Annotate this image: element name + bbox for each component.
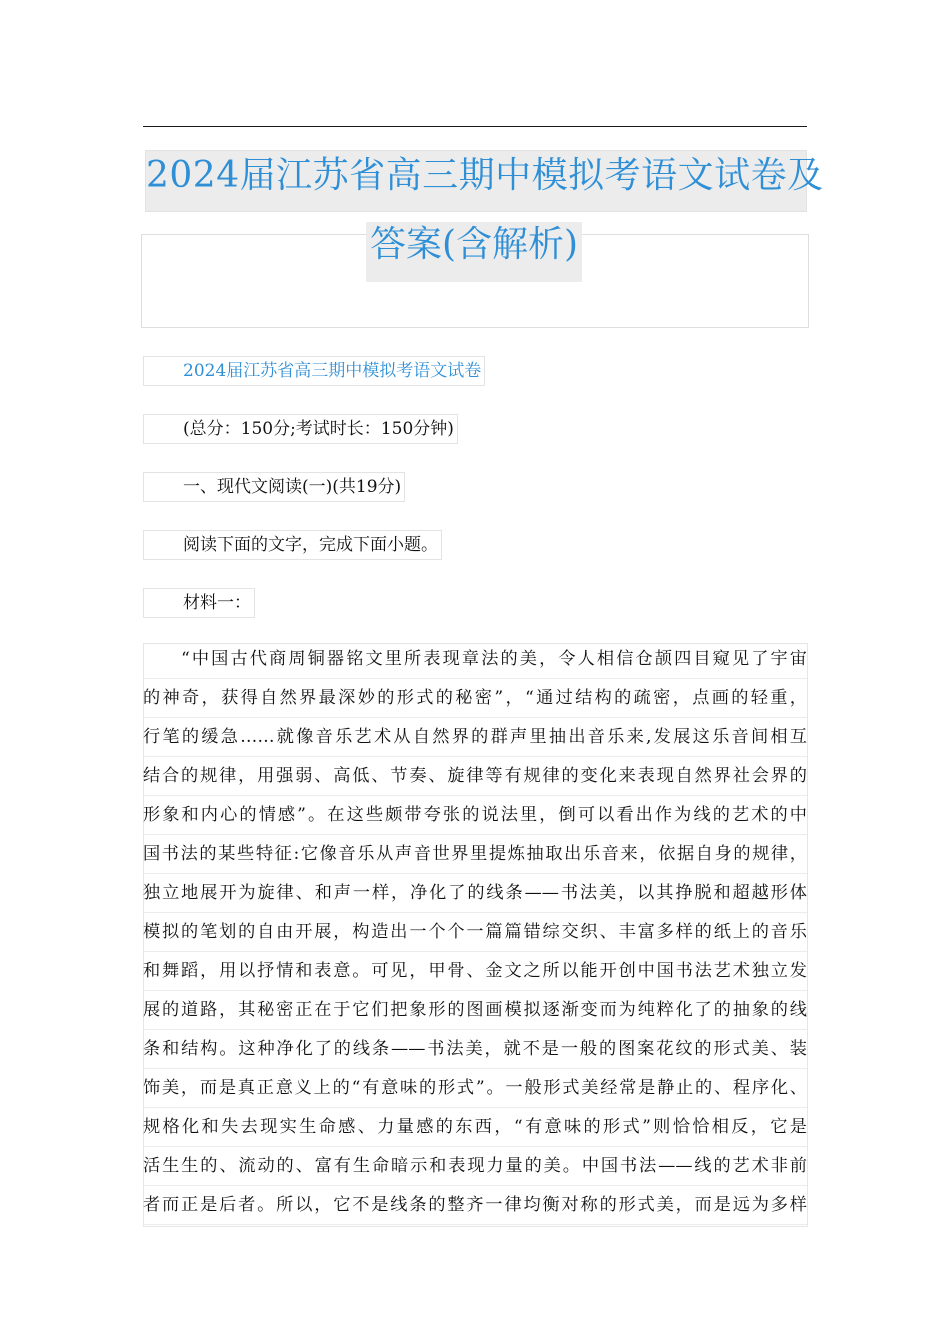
passage-line: 结合的规律，用强弱、高低、节奏、旋律等有规律的变化来表现自然界社会界的 <box>143 757 807 796</box>
passage-line: 和舞蹈，用以抒情和表意。可见，甲骨、金文之所以能开创中国书法艺术独立发 <box>143 952 807 991</box>
title-line-2: 答案(含解析) <box>366 222 582 282</box>
passage-line: 独立地展开为旋律、和声一样，净化了的线条——书法美，以其挣脱和超越形体 <box>143 874 807 913</box>
passage-line: 行笔的缓急……就像音乐艺术从自然界的群声里抽出音乐来,发展这乐音间相互 <box>143 718 807 757</box>
exam-subtitle: 2024届江苏省高三期中模拟考语文试卷 <box>143 356 485 386</box>
passage-line: 活生生的、流动的、富有生命暗示和表现力量的美。中国书法——线的艺术非前 <box>143 1147 807 1186</box>
section-heading: 一、现代文阅读(一)(共19分) <box>143 472 405 502</box>
passage-line: 者而正是后者。所以，它不是线条的整齐一律均衡对称的形式美，而是远为多样 <box>143 1186 807 1225</box>
passage-line: 的神奇，获得自然界最深妙的形式的秘密”，“通过结构的疏密，点画的轻重， <box>143 679 807 718</box>
passage-line: “中国古代商周铜器铭文里所表现章法的美，令人相信仓颉四目窥见了宇宙 <box>143 640 807 679</box>
title-line-1: 2024届江苏省高三期中模拟考语文试卷及 <box>145 150 807 212</box>
instruction-text: 阅读下面的文字，完成下面小题。 <box>143 530 442 560</box>
passage-line: 展的道路，其秘密正在于它们把象形的图画模拟逐渐变而为纯粹化了的抽象的线 <box>143 991 807 1030</box>
material-label: 材料一： <box>143 588 255 618</box>
passage-line: 模拟的笔划的自由开展，构造出一个个一篇篇错综交织、丰富多样的纸上的音乐 <box>143 913 807 952</box>
passage-line: 饰美，而是真正意义上的“有意味的形式”。一般形式美经常是静止的、程序化、 <box>143 1069 807 1108</box>
passage-line: 规格化和失去现实生命感、力量感的东西，“有意味的形式”则恰恰相反，它是 <box>143 1108 807 1147</box>
header-rule <box>143 126 807 127</box>
document-title <box>141 150 824 326</box>
score-info: (总分：150分;考试时长：150分钟) <box>143 414 458 444</box>
passage-line: 条和结构。这种净化了的线条——书法美，就不是一般的图案花纹的形式美、装 <box>143 1030 807 1069</box>
passage-line: 形象和内心的情感”。在这些颇带夸张的说法里，倒可以看出作为线的艺术的中 <box>143 796 807 835</box>
passage-line: 国书法的某些特征:它像音乐从声音世界里提炼抽取出乐音来，依据自身的规律， <box>143 835 807 874</box>
